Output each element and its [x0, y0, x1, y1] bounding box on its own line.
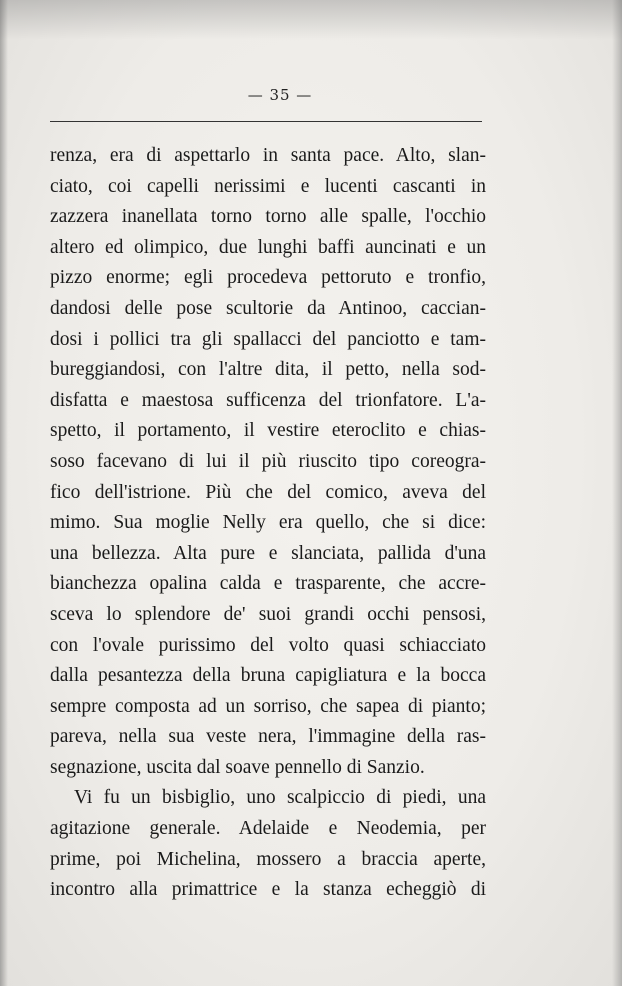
- text-line: bureggiandosi, con l'altre dita, il petto, nella sod-: [50, 359, 486, 381]
- text-line: zazzera inanellata torno torno alle spalle, l'occhio: [50, 206, 486, 228]
- paragraph-2: [50, 783, 486, 905]
- header-rule: [50, 121, 482, 122]
- text-line: Vi fu un bisbiglio, uno scalpiccio di piedi, una: [74, 787, 486, 809]
- text-line: segnazione, uscita dal soave pennello di Sanzio.: [50, 756, 425, 778]
- text-line: dandosi delle pose scultorie da Antinoo, caccian-: [50, 297, 486, 319]
- scan-shadow-left: [0, 0, 8, 986]
- text-line: dalla pesantezza della bruna capigliatura e la bocca: [50, 665, 486, 687]
- text-line: soso facevano di lui il più riuscito tipo coreogra-: [50, 450, 486, 472]
- text-line: prime, poi Michelina, mossero a braccia aperte,: [50, 848, 486, 870]
- text-line: ciato, coi capelli nerissimi e lucenti cascanti in: [50, 175, 486, 197]
- scan-shadow-top: [0, 0, 622, 40]
- text-line: disfatta e maestosa sufficenza del trionfatore. L'a-: [50, 389, 486, 411]
- scan-shadow-right: [612, 0, 622, 986]
- text-line: fico dell'istrione. Più che del comico, aveva del: [50, 481, 486, 503]
- text-line: sempre composta ad un sorriso, che sapea di pianto;: [50, 695, 486, 717]
- text-line: sceva lo splendore de' suoi grandi occhi pensosi,: [50, 603, 486, 625]
- text-line: con l'ovale purissimo del volto quasi schiacciato: [50, 634, 486, 656]
- body-text: [50, 141, 486, 906]
- text-line: incontro alla primattrice e la stanza echeggiò di: [50, 879, 486, 901]
- text-line: altero ed olimpico, due lunghi baffi auncinati e un: [50, 236, 486, 258]
- page-number: — 35 —: [247, 86, 313, 104]
- text-line: dosi i pollici tra gli spallacci del panciotto e tam-: [50, 328, 486, 350]
- text-line: pareva, nella sua veste nera, l'immagine della ras-: [50, 726, 486, 748]
- text-line: renza, era di aspettarlo in santa pace. Alto, slan-: [50, 145, 486, 166]
- text-line: spetto, il portamento, il vestire eteroclito e chias-: [50, 420, 486, 442]
- text-line: una bellezza. Alta pure e slanciata, pallida d'una: [50, 542, 486, 564]
- text-line: mimo. Sua moglie Nelly era quello, che si dice:: [50, 512, 486, 534]
- paragraph-1: [50, 141, 486, 783]
- text-line: agitazione generale. Adelaide e Neodemia, per: [50, 818, 486, 840]
- text-line: bianchezza opalina calda e trasparente, che accre-: [50, 573, 486, 595]
- text-line: pizzo enorme; egli procedeva pettoruto e tronfio,: [50, 267, 486, 289]
